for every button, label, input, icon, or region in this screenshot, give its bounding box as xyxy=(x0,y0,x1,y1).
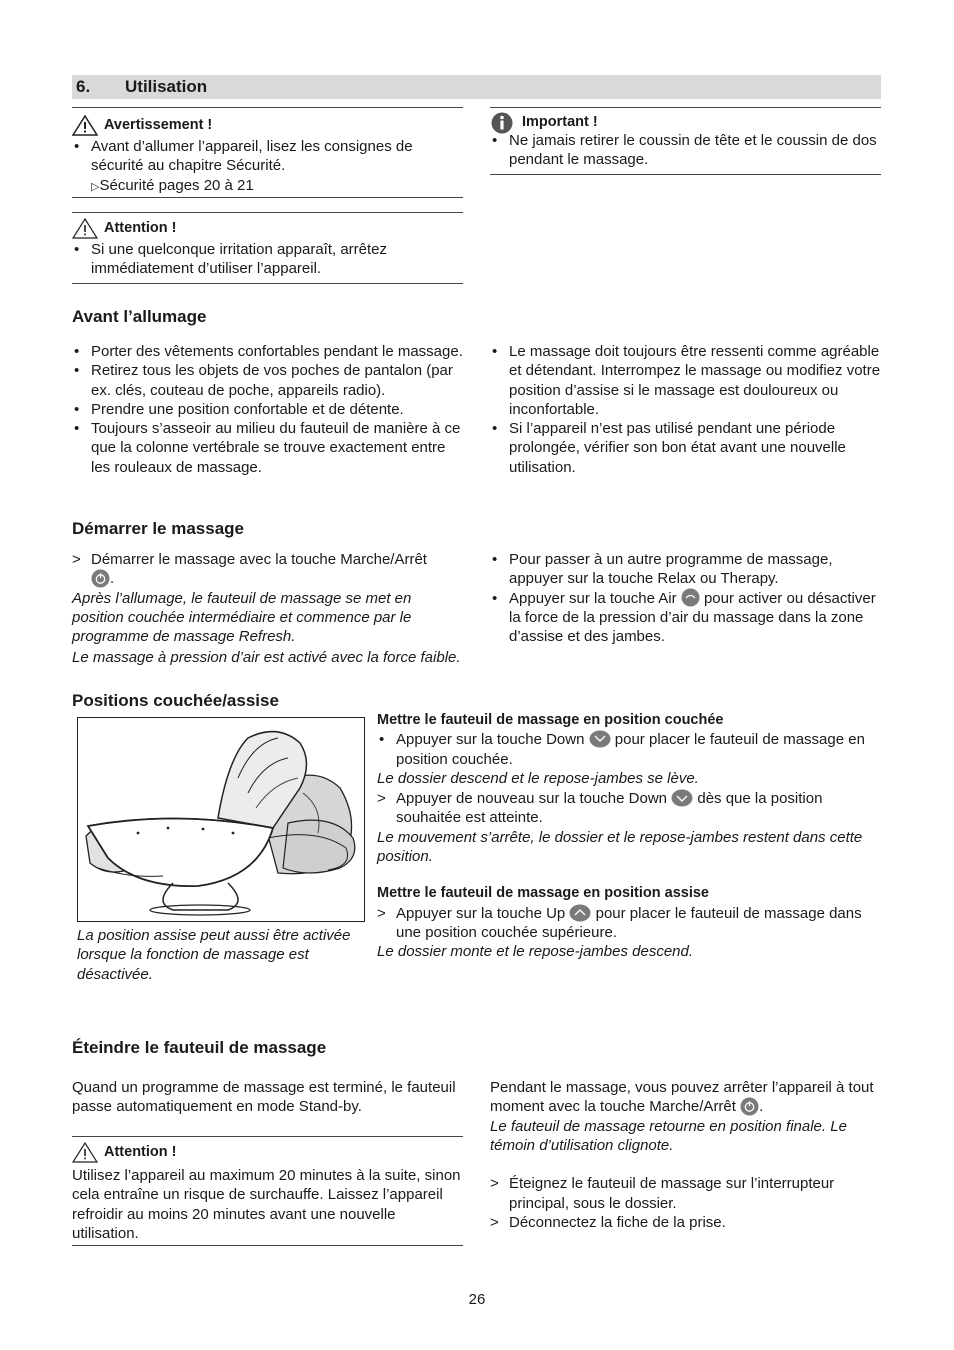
important-item: • Ne jamais retirer le coussin de tête et le coussin de dos pendant le massage. xyxy=(490,131,881,170)
list-item: • Retirez tous les objets de vos poches de pantalon (par ex. clés, couteau de poche, appareils radio). xyxy=(72,361,463,400)
section-number: 6. xyxy=(76,77,91,96)
warning-ref: ▷Sécurité pages 20 à 21 xyxy=(91,176,254,194)
power-button-icon xyxy=(91,569,110,588)
section-title: Utilisation xyxy=(125,77,208,96)
warning-title: Avertissement ! xyxy=(104,116,213,133)
important-list xyxy=(490,131,881,170)
list-item: • Appuyer sur la touche Air pour activer ou désactiver la force de la pression d’air du massage dans la zone d’assise et des jambes. xyxy=(490,589,881,647)
down-button-icon xyxy=(671,789,693,807)
step-item: > Démarrer le massage avec la touche Marche/Arrêt . xyxy=(72,550,463,589)
demarrer-note1: Après l’allumage, le fauteuil de massage se met en position couchée intermédiaire et commence par le programme de massage Refresh. xyxy=(72,589,412,646)
step-item: > Appuyer de nouveau sur la touche Down dès que la position souhaitée est atteinte. xyxy=(377,789,881,828)
attention-title: Attention ! xyxy=(104,219,177,236)
air-button-icon xyxy=(681,588,700,607)
demarrer-steps xyxy=(72,550,463,589)
heading-eteindre: Éteindre le fauteuil de massage xyxy=(72,1038,327,1057)
attention-title-row xyxy=(72,218,463,239)
warning-box xyxy=(72,107,463,198)
down-button-icon xyxy=(589,730,611,748)
warning-item: • Avant d’allumer l’appareil, lisez les consignes de sécurité au chapitre Sécurité. ▷Sécurité pages 20 à 21 xyxy=(72,137,463,197)
list-item: • Si l’appareil n’est pas utilisé pendant une période prolongée, vérifier son bon état avant une nouvelle utilisation. xyxy=(490,419,881,477)
eteindre-right xyxy=(490,1078,881,1232)
eteindre-steps xyxy=(490,1174,881,1232)
section-header xyxy=(72,75,881,99)
assise-note: Le dossier monte et le repose-jambes descend. xyxy=(377,943,694,961)
page-number: 26 xyxy=(468,1291,486,1308)
couchee-note1: Le dossier descend et le repose-jambes se lève. xyxy=(377,769,699,787)
assise-steps xyxy=(377,904,881,943)
step-item: > Éteignez le fauteuil de massage sur l’interrupteur principal, sous le dossier. xyxy=(490,1174,881,1213)
demarrer-note2: Le massage à pression d’air est activé avec la force faible. xyxy=(72,648,461,666)
massage-chair-image xyxy=(78,718,364,921)
list-item: • Appuyer sur la touche Down pour placer le fauteuil de massage en position couchée. xyxy=(377,730,881,769)
heading-demarrer: Démarrer le massage xyxy=(72,519,245,538)
heading-positions: Positions couchée/assise xyxy=(72,691,279,710)
attention-text: Utilisez l’appareil au maximum 20 minutes à la suite, sinon cela entraîne un risque de surchauffe. Laissez l’appareil refroidir au moins 20 minutes avant une nouvelle utilisation. xyxy=(72,1167,461,1242)
couchee-note2: Le mouvement s’arrête, le dossier et le repose-jambes restent dans cette position. xyxy=(377,828,863,866)
warning-title-row xyxy=(72,115,463,136)
positions-right xyxy=(377,711,881,962)
list-item: • Toujours s’asseoir au milieu du fauteuil de manière à ce que la colonne vertébrale se trouve exactement entre les rouleaux de massage. xyxy=(72,419,463,477)
list-item: • Pour passer à un autre programme de massage, appuyer sur la touche Relax ou Therapy. xyxy=(490,550,881,589)
attention-box-2 xyxy=(72,1136,463,1246)
avant-right-list xyxy=(490,342,881,477)
triangle-right-icon: ▷ xyxy=(91,180,100,193)
up-button-icon xyxy=(569,904,591,922)
warning-triangle-icon xyxy=(72,1142,98,1163)
demarrer-left xyxy=(72,550,463,667)
important-title: Important ! xyxy=(522,114,598,131)
power-button-icon xyxy=(740,1097,759,1116)
assise-title: Mettre le fauteuil de massage en position assise xyxy=(377,885,709,902)
couchee-title: Mettre le fauteuil de massage en position couchée xyxy=(377,712,724,728)
list-item: • Prendre une position confortable et de détente. xyxy=(72,400,463,419)
attention-title: Attention ! xyxy=(104,1143,177,1160)
warning-triangle-icon xyxy=(72,115,98,136)
avant-left-list xyxy=(72,342,463,477)
demarrer-right-list xyxy=(490,550,881,647)
attention-box xyxy=(72,212,463,284)
warning-list xyxy=(72,137,463,197)
heading-avant: Avant l’allumage xyxy=(72,307,207,326)
list-item: • Porter des vêtements confortables pendant le massage. xyxy=(72,342,463,361)
step-item: > Appuyer sur la touche Up pour placer le fauteuil de massage dans une position couchée supérieure. xyxy=(377,904,881,943)
step-item: > Déconnectez la fiche de la prise. xyxy=(490,1213,881,1232)
warning-triangle-icon xyxy=(72,218,98,239)
attention-title-row xyxy=(72,1142,463,1163)
list-item: • Le massage doit toujours être ressenti comme agréable et détendant. Interrompez le massage ou modifiez votre position d’assise si le massage est douloureux ou inconfortable. xyxy=(490,342,881,419)
chair-illustration xyxy=(77,717,365,922)
eteindre-right-note: Le fauteuil de massage retourne en position finale. Le témoin d’utilisation clignote. xyxy=(490,1117,847,1155)
positions-caption: La position assise peut aussi être activée lorsque la fonction de massage est désactivée. xyxy=(77,927,351,983)
couchee-list xyxy=(377,730,881,769)
couchee-steps xyxy=(377,789,881,828)
attention-list xyxy=(72,240,463,279)
eteindre-right-para: Pendant le massage, vous pouvez arrêter l’appareil à tout moment avec la touche Marche/Arrêt . xyxy=(490,1079,874,1116)
attention-item: • Si une quelconque irritation apparaît, arrêtez immédiatement d’utiliser l’appareil. xyxy=(72,240,463,279)
important-box xyxy=(490,107,881,175)
eteindre-left-para: Quand un programme de massage est terminé, le fauteuil passe automatiquement en mode Stand-by. xyxy=(72,1079,456,1116)
